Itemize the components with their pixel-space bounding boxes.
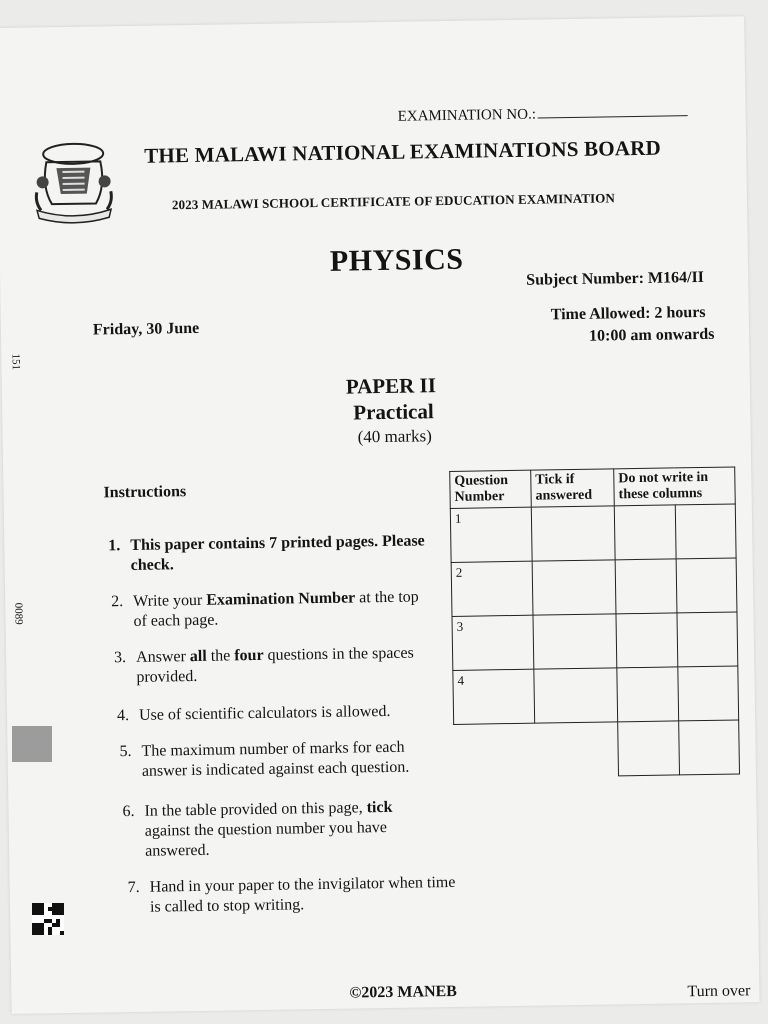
instruction-item-1: 1. This paper contains 7 printed pages. Please check. [108,532,425,574]
exam-number-field [397,103,688,126]
examiner-cell [614,505,675,560]
turn-over-note: Turn over [687,982,751,1001]
examiner-total-cell [678,720,739,775]
tick-cell[interactable] [534,668,618,723]
header-do-not-write: Do not write in these columns [614,467,736,506]
examiner-cell [676,612,737,667]
table-total-row [454,720,740,778]
exam-paper-sheet [0,16,760,1014]
paper-title: PAPER II [345,373,437,399]
table-row [451,558,737,616]
question-number-cell: 2 [451,561,533,616]
instruction-item-2: 2. Write your Examination Number at the top of each page. [111,588,419,630]
table-row [450,504,736,562]
examiner-cell [677,666,738,721]
instruction-item-4: 4. Use of scientific calculators is allowed. [116,702,391,725]
exam-title: 2023 MALAWI SCHOOL CERTIFICATE OF EDUCATION EXAMINATION [171,190,616,213]
subject-title: PHYSICS [329,242,464,278]
time-allowed: Time Allowed: 2 hours [550,303,706,324]
table-header-row [450,467,736,508]
examiner-cell [617,667,678,722]
margin-code-top: 151 [9,353,22,371]
exam-date: Friday, 30 June [92,319,200,339]
instruction-item-7: 7. Hand in your paper to the invigilator when time is called to stop writing. [127,873,456,916]
instructions-heading: Instructions [103,483,187,502]
start-time: 10:00 am onwards [588,325,715,345]
table-row [452,612,738,670]
copyright: ©2023 MANEB [349,982,458,1002]
table-row [453,666,739,724]
grey-marker-block [12,726,52,762]
exam-number-label: EXAMINATION NO.: [397,106,537,125]
examiner-cell [675,504,736,559]
instruction-item-5: 5. The maximum number of marks for each answer is indicated against each question. [119,738,410,780]
question-tick-table [449,466,740,778]
instruction-item-6: 6. In the table provided on this page, tick against the question number you have answered. [122,798,393,860]
examiner-cell [676,558,737,613]
question-number-cell: 4 [453,669,535,724]
paper-type: Practical [353,399,434,425]
header-question-number: Question Number [450,470,532,508]
instruction-item-3: 3. Answer all the four questions in the spaces provided. [113,644,414,686]
board-name: THE MALAWI NATIONAL EXAMINATIONS BOARD [144,135,662,168]
examiner-cell [615,559,676,614]
tick-cell[interactable] [533,614,617,669]
header-tick-if-answered: Tick if answered [531,469,615,507]
tick-cell[interactable] [531,506,615,561]
qr-code-icon [32,903,64,935]
exam-number-blank [538,103,688,118]
tick-cell[interactable] [532,560,616,615]
question-number-cell: 1 [450,507,532,562]
margin-code-mid: 0089 [12,602,25,625]
maneb-logo [26,131,121,224]
question-number-cell: 3 [452,615,534,670]
paper-marks: (40 marks) [357,426,432,447]
examiner-cell [616,613,677,668]
subject-number: Subject Number: M164/II [526,268,705,289]
examiner-total-cell [618,721,679,776]
